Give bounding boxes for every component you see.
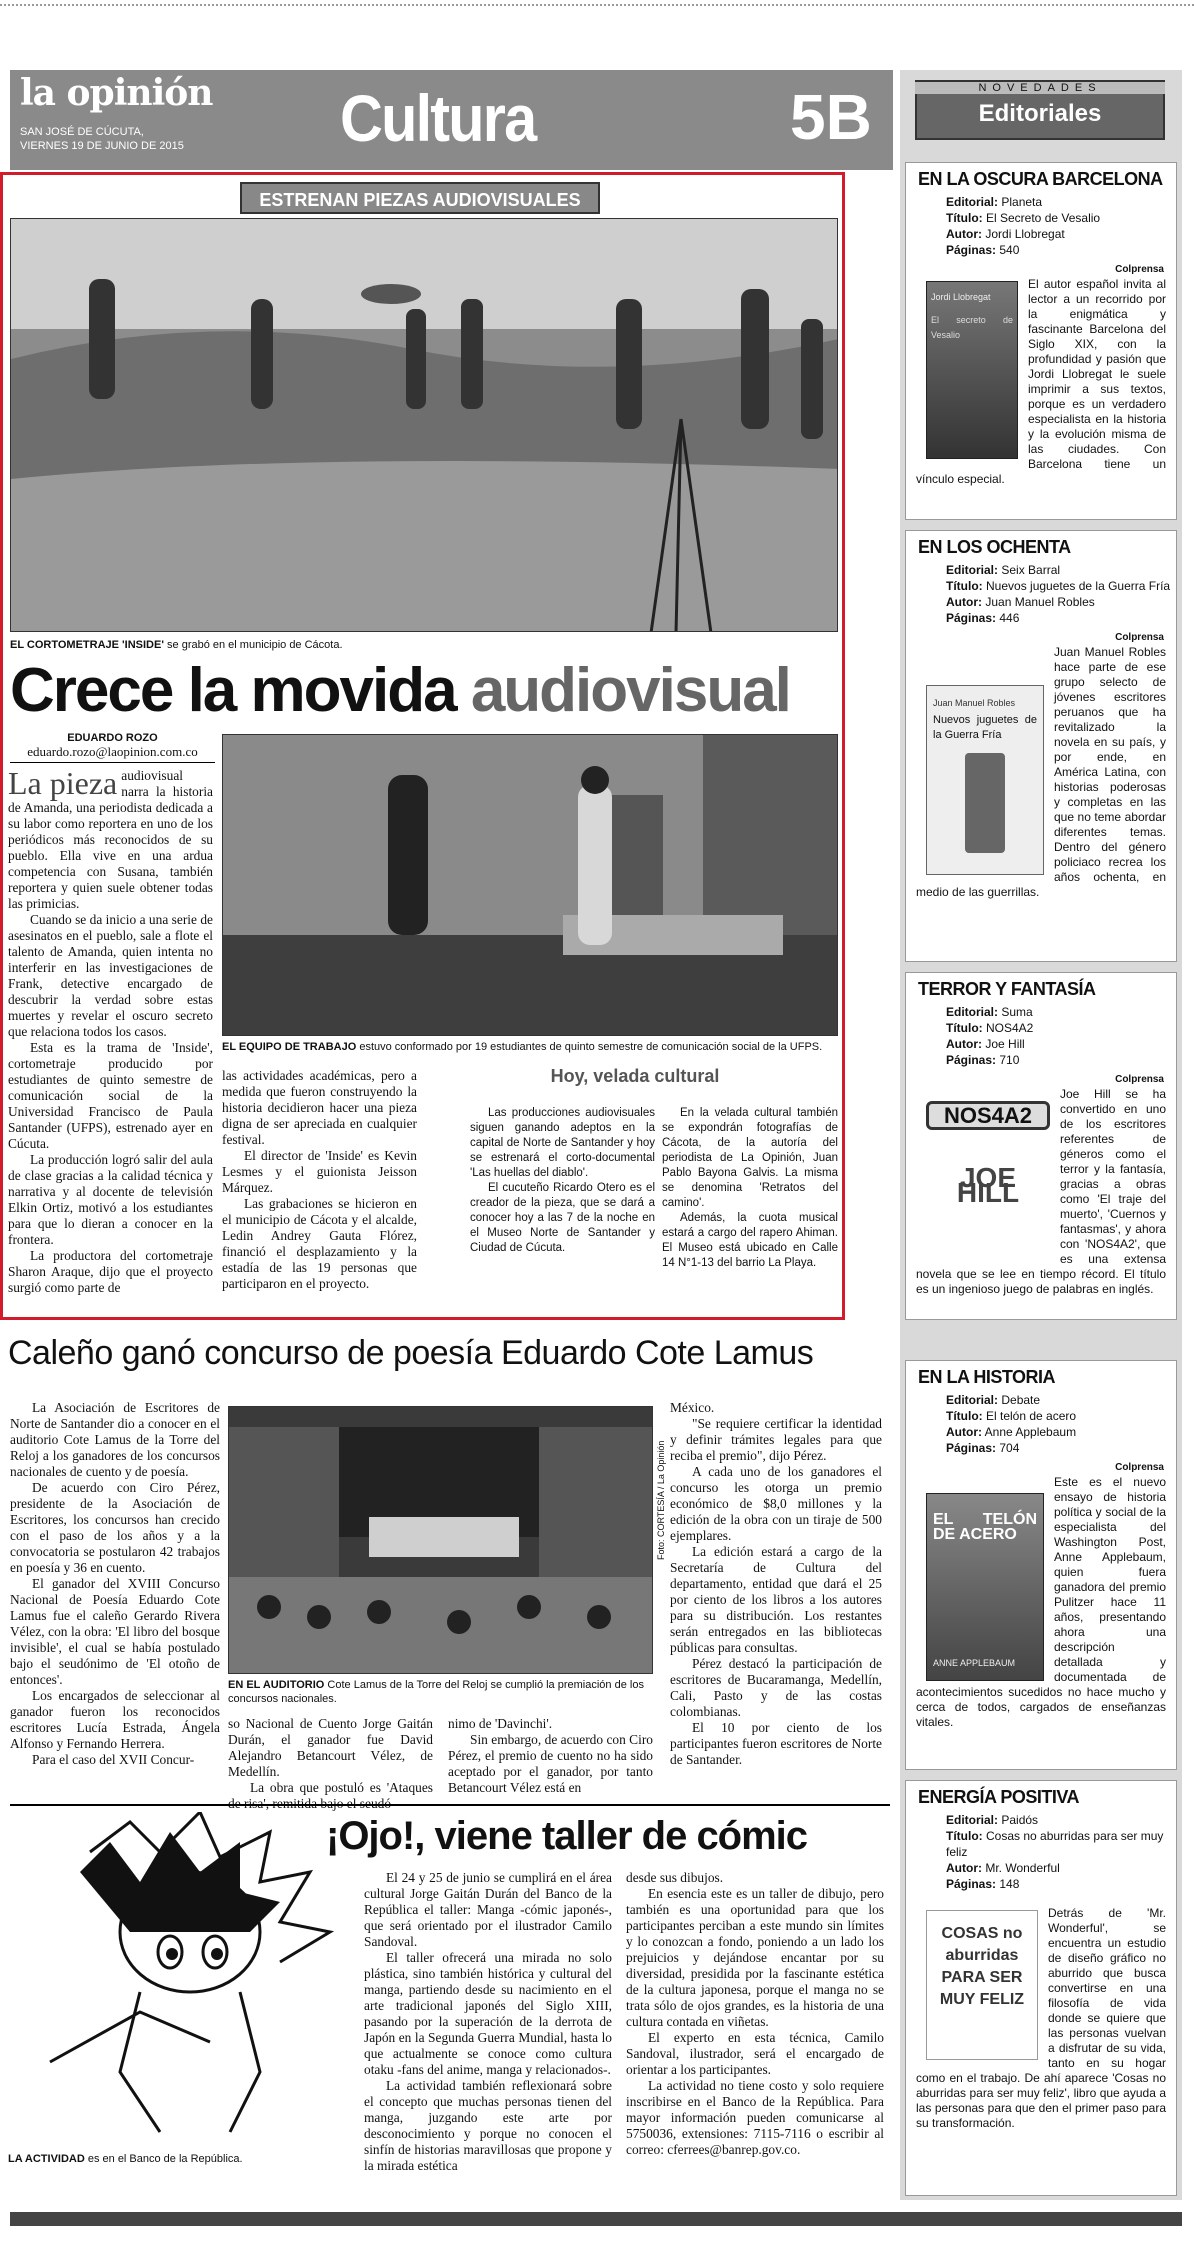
book-review — [906, 1087, 1176, 1297]
sidebar-kicker: NOVEDADES — [915, 82, 1165, 94]
book-review-text: Detrás de 'Mr. Wonderful', se encuentra un estudio de diseño gráfico no aburrido que busca convertirse en una filosofía de vida donde se quiere que las personas vuelvan a disfrutar de su vida, tanto en su hogar como en el trabajo. De ahí aparece 'Cosas no aburridas para ser muy feliz', libro que ayuda a las personas para que den el primer paso para su transformación. — [916, 1906, 1166, 2130]
caption-text: Cote Lamus de la Torre del Reloj se cumplió la premiación de los concursos nacionales. — [228, 1679, 644, 1705]
label-autor: Autor: — [946, 227, 982, 241]
team-photo-caption — [222, 1040, 842, 1054]
headline-part-b: audiovisual — [470, 656, 790, 725]
label-titulo: Título: — [946, 1021, 983, 1035]
paragraph: La actividad no tiene costo y solo requiere inscribirse en el Banco de la República. Para mayor información pueden comunicarse al 5750036, extensiones: 7115-7116 o escribir al correo: cferrees@banrep.gov.co. — [626, 2078, 884, 2157]
cover-author: ANNE APPLEBAUM — [933, 1658, 1016, 1668]
book-cover-image — [926, 1910, 1038, 2060]
label-paginas: Páginas: — [946, 611, 997, 625]
label-editorial: Editorial: — [946, 1813, 999, 1827]
auditorium-photo-graphic — [229, 1407, 653, 1674]
paragraph: De acuerdo con Ciro Pérez, presidente de la Asociación de Escritores, los concursos han crecido con el paso de los años y a la convocatoria se postularon 42 trabajos en poesía y 36 en cuento. — [10, 1480, 220, 1575]
label-titulo: Título: — [946, 1409, 983, 1423]
paragraph: La actividad también reflexionará sobre el concepto que muchas personas tienen del manga, juzgando este arte por desconocimiento y porque no conocen el sinfín de historias maravillosas que propone y la mirada estética — [364, 2078, 612, 2173]
book-card — [905, 530, 1177, 962]
paragraph: La Asociación de Escritores de Norte de Santander dio a conocer en el auditorio Cote Lamus de la Torre del Reloj a los ganadores de los concursos nacionales de cuento y de poesía. — [10, 1400, 220, 1479]
book-review-text: Joe Hill se ha convertido en uno de los escritores referentes de géneros como el terror y la fantasía, gracias a obras como 'El traje del muerto', 'Cuernos y fantasmas', y ahora con 'NOS4A2', que es una extensa novela que se lee en tiempo récord. El título es un ingenioso juego de palabras en inglés. — [916, 1087, 1166, 1296]
poetry-column-1 — [10, 1400, 220, 1768]
book-author: Jordi Llobregat — [985, 227, 1065, 241]
paragraph: En la velada cultural también se expondrán fotografías de Cácota, de la autoría del periodista de La Opinión, Juan Pablo Bayona Galvis. La misma se denomina 'Retratos del camino'. — [662, 1107, 838, 1209]
sidebar-box-title: Hoy, velada cultural — [550, 1066, 720, 1086]
paragraph: La edición estará a cargo de la Secretaría de Cultura del departamento, entidad que dará el 25 por ciento de los libros a los autores para su distribución. Los restantes serán entregados en las bibliotecas públicas para consultas. — [670, 1544, 882, 1655]
book-pages: 148 — [999, 1877, 1020, 1891]
label-autor: Autor: — [946, 1861, 982, 1875]
book-pages: 446 — [999, 611, 1020, 625]
cover-title: NOS4A2 — [926, 1101, 1050, 1130]
paragraph: Esta es la trama de 'Inside', cortometraje producido por estudiantes de quinto semestre de comunicación social de la Universidad Francisco de Paula Santander (UFPS), estrenado ayer en Cúcuta. — [8, 1040, 213, 1151]
auditorium-photo-caption — [228, 1678, 653, 1706]
book-heading: EN LA HISTORIA — [918, 1367, 1056, 1387]
book-card — [905, 1780, 1177, 2196]
caption-text: se grabó en el municipio de Cácota. — [163, 639, 343, 651]
label-editorial: Editorial: — [946, 195, 999, 209]
cover-author: Juan Manuel Robles — [933, 698, 1016, 708]
book-card — [905, 162, 1177, 520]
label-titulo: Título: — [946, 1829, 983, 1843]
paragraph: Pérez destacó la participación de escritores de Bucaramanga, Medellín, Cali, Pasto y de las costas colombianas. — [670, 1656, 882, 1719]
cover-title: COSAS no aburridas PARA SER MUY FELIZ — [939, 1925, 1025, 2008]
film-crew-photo — [10, 218, 838, 632]
box-column-2 — [662, 1106, 838, 1271]
poetry-headline: Caleño ganó concurso de poesía Eduardo Cote Lamus — [8, 1334, 814, 1372]
paragraph: La producción logró salir del aula de clase gracias a la calidad técnica y narrativa y al docente de televisión Elkin Ortiz, motivó a los estudiantes para que lo dieran a conocer en la frontera. — [8, 1152, 213, 1247]
book-heading: ENERGÍA POSITIVA — [918, 1787, 1080, 1807]
cover-author: JOE HILL — [956, 1162, 1020, 1208]
paragraph: Para el caso del XVII Concur- — [32, 1752, 195, 1767]
film-crew-photo-caption — [10, 638, 838, 652]
label-paginas: Páginas: — [946, 1053, 997, 1067]
feature-kicker: ESTRENAN PIEZAS AUDIOVISUALES — [240, 182, 600, 214]
book-pages: 704 — [999, 1441, 1020, 1455]
caption-lead: EL EQUIPO DE TRABAJO — [222, 1041, 357, 1053]
paragraph: El experto en esta técnica, Camilo Sandoval, ilustrador, será el encargado de orientar a los participantes. — [626, 2030, 884, 2077]
paragraph: El director de 'Inside' es Kevin Lesmes y el guionista Jeisson Márquez. — [222, 1148, 417, 1195]
paragraph: nimo de 'Davinchi'. — [448, 1716, 553, 1731]
book-pages: 710 — [999, 1053, 1020, 1067]
book-editorial: Suma — [1001, 1005, 1033, 1019]
book-editorial: Planeta — [1001, 195, 1043, 209]
label-editorial: Editorial: — [946, 1005, 999, 1019]
book-review-text: El autor español invita al lector a un recorrido por la enigmática y fascinante Barcelona del Siglo XIX, con la profundidad y pasión que Jordi Llobregat le suele imprimir a sus textos, porque es un verdadero especialista en la historia y la evolución misma de las ciudades. Con Barcelona tiene un vínculo especial. — [916, 277, 1166, 486]
dateline-date: VIERNES 19 DE JUNIO DE 2015 — [20, 140, 184, 152]
byline-email: eduardo.rozo@laopinion.com.co — [10, 744, 215, 763]
paragraph: A cada uno de los ganadores el concurso les otorga un premio económico de $8,0 millones y la edición de la obra con un tiraje de 500 ejemplares. — [670, 1464, 882, 1543]
comic-headline: ¡Ojo!, viene taller de cómic — [326, 1814, 808, 1858]
feature-column-2 — [222, 1068, 417, 1292]
paragraph: so Nacional de Cuento Jorge Gaitán Durán, el ganador fue David Alejandro Betancourt Vélez, de Medellín. — [228, 1716, 433, 1779]
paragraph: Los encargados de seleccionar al ganador fueron los reconocidos escritores Lucía Estrada, Ángela Alfonso y Fernando Herrera. — [10, 1688, 220, 1751]
book-review — [906, 645, 1176, 900]
team-photo — [222, 734, 838, 1036]
book-meta — [946, 1812, 1176, 1892]
poetry-column-2 — [228, 1716, 433, 1812]
paragraph: Las grabaciones se hicieron en el municipio de Cácota y el alcalde, Ledin Andrey Gauta Flórez, financió el desplazamiento y la estadía de las 19 personas que participaron en el proyecto. — [222, 1196, 417, 1291]
caption-text: es en el Banco de la República. — [84, 2153, 243, 2165]
book-heading: TERROR Y FANTASÍA — [918, 979, 1096, 999]
paragraph: Además, la cuota musical estará a cargo del rapero Ahiman. El Museo está ubicado en Calle 14 N°1-13 del barrio La Playa. — [662, 1212, 838, 1269]
book-editorial: Paidós — [1001, 1813, 1039, 1827]
paragraph: En esencia este es un taller de dibujo, pero también es una oportunidad para que los participantes perciban a este mundo sin límites y lo conozcan a fondo, poniendo a un lado los prejuicios y dejándose encantar por su diversidad, presidida por la fascinante estética de la cultura japonesa, porque el manga no se trata sólo de ojos grandes, es la historia de una cultura contada en viñetas. — [626, 1886, 884, 2029]
book-author: Anne Applebaum — [984, 1425, 1077, 1439]
book-review — [906, 1906, 1176, 2131]
book-title: El telón de acero — [986, 1409, 1077, 1423]
paragraph: El ganador del XVIII Concurso Nacional de Poesía Eduardo Cote Lamus fue el caleño Gerardo Rivera Vélez, con la obra: 'El libro del bosque invisible', el cual se había postulado bajo el seudónimo de 'El otoño de entonces'. — [10, 1576, 220, 1687]
book-author: Juan Manuel Robles — [985, 595, 1095, 609]
book-title: El Secreto de Vesalio — [986, 211, 1101, 225]
book-source: Colprensa — [1115, 632, 1164, 643]
book-source: Colprensa — [1115, 1074, 1164, 1085]
byline-name: EDUARDO ROZO — [67, 732, 158, 744]
label-paginas: Páginas: — [946, 243, 997, 257]
paragraph: Sin embargo, de acuerdo con Ciro Pérez, el premio de cuento no ha sido aceptado por el ganador, por tanto Betancourt Vélez está en — [448, 1732, 653, 1795]
headline-part-a: Crece la movida — [10, 656, 456, 725]
book-review — [906, 277, 1176, 487]
book-author: Mr. Wonderful — [985, 1861, 1060, 1875]
feature-headline — [10, 656, 790, 726]
cover-title: Nuevos juguetes de la Guerra Fría — [933, 714, 1037, 741]
book-editorial: Debate — [1001, 1393, 1041, 1407]
poetry-column-4 — [670, 1400, 882, 1768]
book-title: Cosas no aburridas para ser muy feliz — [946, 1829, 1164, 1859]
bottom-bar — [10, 2212, 1182, 2226]
book-author: Joe Hill — [985, 1037, 1025, 1051]
comic-photo-caption — [8, 2152, 388, 2166]
caption-text: estuvo conformado por 19 estudiantes de quinto semestre de comunicación social de la UFPS. — [356, 1041, 823, 1053]
label-titulo: Título: — [946, 211, 983, 225]
team-photo-graphic — [223, 735, 838, 1036]
paragraph: Cuando se da inicio a una serie de asesinatos en el pueblo, sale a flote el talento de Amanda, quien intenta no interferir en las investigaciones de Frank, detective encargado de descubrir la verdad sobre estas muertes y revelar el oscuro secreto que relaciona todos los casos. — [8, 912, 213, 1039]
book-meta — [946, 1392, 1176, 1456]
feature-column-1 — [8, 765, 213, 1296]
label-autor: Autor: — [946, 1425, 982, 1439]
page-number: 5B — [790, 81, 872, 153]
paragraph: El 24 y 25 de junio se cumplirá en el área cultural Jorge Gaitán Durán del Banco de la República el taller: Manga -cómic japonés-, que será orientado por el ilustrador Camilo Sandoval. — [364, 1870, 612, 1949]
paragraph: El taller ofrecerá una mirada no solo plástica, sino también histórica y cultural del manga, partiendo desde su nacimiento en el arte tradicional japonés del Siglo XIII, pasando por la superación de la derrota de Japón en la Segunda Guerra Mundial, hasta lo que actualmente se conoce como cultura otaku -fans del anime, manga y relacionados-. — [364, 1950, 612, 2077]
box-column-1 — [470, 1106, 655, 1256]
manga-character-illustration — [10, 1812, 390, 2142]
comic-column-1 — [364, 1870, 612, 2174]
book-pages: 540 — [999, 243, 1020, 257]
book-review-text: Juan Manuel Robles hace parte de ese grupo selecto de jóvenes escritores peruanos que ha revitalizado la novela en su país, y por ende, en América Latina, con historias poderosas y completas en las que no teme abordar diferentes temas. Dentro del género policiaco recrea los años ochenta, en medio de las guerrillas. — [916, 645, 1166, 899]
paragraph: El 10 por ciento de los participantes fueron escritores de Norte de Santander. — [670, 1720, 882, 1767]
label-paginas: Páginas: — [946, 1441, 997, 1455]
paragraph: La obra que postuló es 'Ataques de risa', remitida bajo el seudó- — [228, 1780, 433, 1811]
cover-title: El secreto de Vesalio — [931, 315, 1013, 340]
book-meta — [946, 1004, 1176, 1068]
section-title: Cultura — [340, 81, 536, 155]
label-titulo: Título: — [946, 579, 983, 593]
cover-author: Jordi Llobregat — [931, 292, 991, 302]
comic-column-2 — [626, 1870, 884, 2158]
label-editorial: Editorial: — [946, 563, 999, 577]
caption-lead: EL CORTOMETRAJE 'INSIDE' — [10, 639, 164, 651]
book-card — [905, 972, 1177, 1320]
paragraph: audiovisual narra la historia de Amanda, una periodista dedicada a su labor como reportera en uno de los periódicos más reconocidos de su pueblo. Ella vive en una ardua competencia con Susana, también reportera y quien suele obtener todas las primicias. — [8, 768, 213, 911]
book-title: Nuevos juguetes de la Guerra Fría — [986, 579, 1171, 593]
book-card — [905, 1360, 1177, 1770]
paragraph: México. — [670, 1400, 715, 1415]
dateline-city: SAN JOSÉ DE CÚCUTA, — [20, 126, 144, 138]
paragraph: desde sus dibujos. — [626, 1870, 724, 1885]
book-source: Colprensa — [1115, 264, 1164, 275]
newspaper-logo: la opinión — [20, 72, 213, 114]
book-cover-image — [926, 1493, 1044, 1681]
photo-credit: Foto: CORTESÍA / La Opinión — [656, 1440, 666, 1560]
book-source: Colprensa — [1115, 1462, 1164, 1473]
book-meta — [946, 562, 1176, 626]
feature-byline — [10, 732, 215, 763]
manga-character-graphic — [10, 1812, 390, 2142]
book-meta — [946, 194, 1176, 258]
label-autor: Autor: — [946, 595, 982, 609]
book-heading: EN LOS OCHENTA — [918, 537, 1071, 557]
dropcap: La pieza — [8, 765, 118, 801]
paragraph: El cucuteño Ricardo Otero es el creador de la pieza, que se dará a conocer hoy a las 7 de la noche en el Museo Norte de Santander y Ciudad de Cúcuta. — [470, 1182, 655, 1254]
paragraph: Las producciones audiovisuales siguen ganando adeptos en la capital de Norte de Santander y hoy se estrenará el corto-documental 'Las huellas del diablo'. — [470, 1107, 655, 1179]
paragraph: La productora del cortometraje Sharon Araque, dijo que el proyecto surgió como parte de — [8, 1248, 213, 1295]
caption-lead: LA ACTIVIDAD — [8, 2153, 85, 2165]
paragraph: las actividades académicas, pero a medida que fueron construyendo la historia decidieron hacer una pieza digna de ser apreciada en cualquier festival. — [222, 1068, 417, 1147]
cover-illustration — [965, 753, 1005, 853]
book-review-text: Este es el nuevo ensayo de historia política y social de la especialista del Washington Post, Anne Applebaum, quien fuera ganadora del premio Pulitzer hace 11 años, presentando ahora una descripción detallada y documentada de acontecimientos sucedidos no hace mucho y cerca de todos, cargados de enseñanzas vitales. — [916, 1475, 1166, 1729]
label-autor: Autor: — [946, 1037, 982, 1051]
paragraph: "Se requiere certificar la identidad y definir trámites legales para que reciba el premio", dijo Pérez. — [670, 1416, 882, 1463]
label-paginas: Páginas: — [946, 1877, 997, 1891]
book-review — [906, 1475, 1176, 1730]
book-heading: EN LA OSCURA BARCELONA — [918, 169, 1163, 189]
book-cover-image — [926, 685, 1044, 875]
book-title: NOS4A2 — [986, 1021, 1034, 1035]
book-editorial: Seix Barral — [1001, 563, 1061, 577]
label-editorial: Editorial: — [946, 1393, 999, 1407]
auditorium-photo — [228, 1406, 653, 1674]
caption-lead: EN EL AUDITORIO — [228, 1679, 325, 1691]
dateline — [20, 125, 184, 153]
book-cover-image — [926, 281, 1018, 459]
film-crew-photo-graphic — [11, 219, 838, 632]
sidebar-title: Editoriales — [978, 100, 1102, 127]
book-cover-image — [926, 1091, 1050, 1251]
story-divider — [10, 1804, 890, 1806]
top-dotted-rule — [0, 4, 1194, 6]
cover-title: EL TELÓN DE ACERO — [933, 1511, 1037, 1543]
poetry-column-3 — [448, 1716, 653, 1796]
